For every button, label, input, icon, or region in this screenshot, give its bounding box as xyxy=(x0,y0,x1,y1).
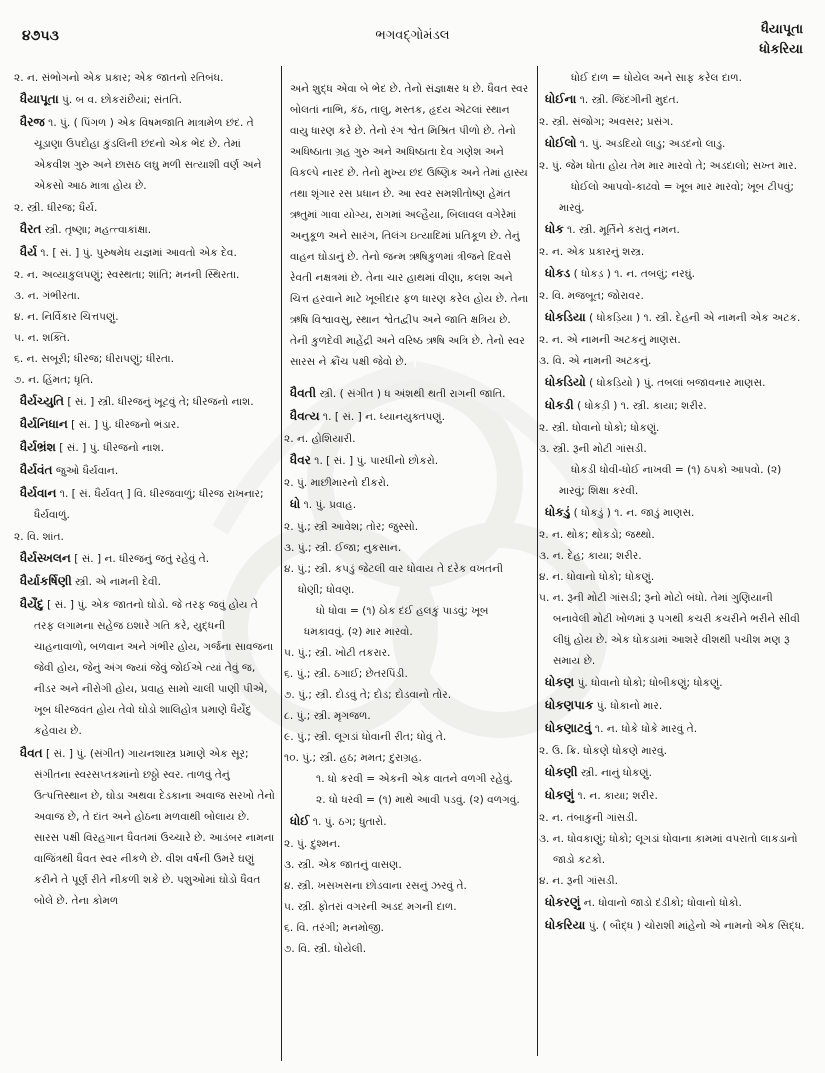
definition: ( ધોકડ઼િયા ) ૧. સ્ત્રી. દેહની એ નામની એક અટક. xyxy=(585,312,801,324)
definition: ૧. પું. પ્રવાહ. xyxy=(300,499,357,512)
definition: પું. ધોવાનો ધોકો; ધોબીકણું; ધોકણું. xyxy=(574,677,723,689)
headword: ધો xyxy=(290,497,301,512)
headword: ધોકરણું xyxy=(545,895,581,909)
sub-sense: ૨. ન. થોક; થોકડો; જથ્થો. xyxy=(539,529,655,541)
sub-sense: ૨. ન. અવ્યાકુલપણું; સ્વસ્થતા; શાંતિ; મનની સ્થિરતા. xyxy=(14,269,240,281)
definition: ૧. [ સં. ] પું. પુરુષમેધ યજ્ઞમાં આવતો એક દેવ. xyxy=(37,247,237,259)
dictionary-entry xyxy=(20,548,276,570)
headword: ધોઈ xyxy=(290,814,310,829)
dictionary-entry xyxy=(20,219,276,241)
dictionary-entry xyxy=(545,395,808,417)
sub-sense: ૬. ન. સબૂરી; ધીરજ; ધીરાપણું; ધીરતા. xyxy=(14,353,175,365)
sub-sense: ૩. પું.; સ્ત્રી. ઈજા; નુકસાન. xyxy=(284,542,402,555)
headword: ધોઈલો xyxy=(545,136,577,150)
dictionary-entry xyxy=(20,112,276,197)
sub-sense: ૪. ન. નિર્વિકાર ચિત્તપણું. xyxy=(14,311,119,323)
definition: ( ધોકડ઼ું ) ૧. ન. જાડું માણસ. xyxy=(570,507,695,519)
dictionary-entry xyxy=(545,263,808,285)
dictionary-entry xyxy=(545,785,808,807)
headword: ધોકણાટવું xyxy=(545,721,592,735)
sub-sense: ૩. ન. ધોવકાણું; ધોકો; લૂગડાં ધોવાના કામમાં વપરાતો લાકડાનો જાડો કટકો. xyxy=(539,833,798,866)
dictionary-entry xyxy=(20,242,276,264)
definition: [ સં. ] ન. ધીરજનું જતું રહેવું તે. xyxy=(70,553,210,565)
idiom-phrase: ૧. ધો કરવી = એકની એક વાતને વળગી રહેવું. xyxy=(316,773,513,786)
dictionary-column-3 xyxy=(539,68,808,938)
continued-definition: અને શુદ્ધ એવા બે ભેદ છે. તેનો સંજ્ઞાક્ષર ધ છે. ધૈવત સ્વર બોલતાં નાભિ, કંઠ, તાલુ, મસ્તક, હૃદય એટલાં સ્થાન વાયુ ધારણ કરે છે. તેનો રંગ શ્વેત મિશ્રિત પીળો છે. તેનો અધિષ્ઠાતા ગ્રહ ગુરુ અને અધિષ્ઠાતા દેવ ગણેશ અને વિકલ્પે નારદ છે. તેનો મુખ્ય છંદ ઉષ્ણિક અને તેમાં હાસ્ય તથા શૃંગાર રસ પ્રધાન છે. આ સ્વર સમશીતોષ્ણ હેમંત ઋતુમાં ગાવા યોગ્ય, રાગમાં અલ્હૈયા, બિલાવલ વગેરેમાં અનુકૂળ અને સારંગ, તિલંગ ઇત્યાદિમાં પ્રતિકૂળ છે. તેનું વાહન ઘોડાનું છે. તેનો જન્મ ઋષિકુળમાં ત્રીજને દિવસે રેવતી નક્ષત્રમાં છે. તેના ચાર હાથમાં વીણા, કલશ અને ચિત્ત હરવાને માટે ખૂબીદાર ફળ ધારણ કરેલ હોય છે. તેના ઋષિ વિશ્વાવસુ, સ્થાન શ્વેતદ્વીપ અને જાતિ ક્ષત્રિય છે. તેની કુળદેવી માહેંદ્રી અને વરિષ્ઠ ઋષિ અત્રિ છે. તેનો સ્વર સારસ ને ક્રૌંચ પક્ષી જેવો છે. xyxy=(290,82,529,368)
sub-sense: ૫. ન. રૂની મોટી ગાંસડી; રૂનો મોટો બંધો. તેમાં ગુણિયાની બનાવેલી મોટી ખોળમાં રૂ પગથી કચરી કચરીને ભરીને સીવી લીધું હોય છે. એક ધોકડામાં આશરે વીશથી પચીશ મણ રૂ સમાય છે. xyxy=(539,592,800,667)
dictionary-entry xyxy=(545,372,808,394)
headword: ધોકડિયા xyxy=(545,310,586,324)
idiom-phrase: ધોઈ દાળ = ધોયેલ અને સાફ કરેલ દાળ. xyxy=(571,72,743,84)
headword: ધોઈના xyxy=(545,92,577,106)
guide-word-last: ધોકરિયા xyxy=(759,42,803,57)
sub-sense: ૮. પું.; સ્ત્રી. મૃગજળ. xyxy=(284,710,371,723)
sub-sense: ૩. ન. દેહ; કાયા; શરીર. xyxy=(539,550,642,562)
headword: ધૈયાપૂતા xyxy=(20,92,59,106)
guide-words xyxy=(759,20,803,60)
idiom-phrase: ધોકડી ધોવી-ધોઈ નાખવી = (૧) ઠપકો આપવો. (૨) મારવું; શિક્ષા કરવી. xyxy=(559,464,782,497)
definition: ૧. પું. ( પિંગળ ) એક વિષમજાતિ માત્રામેળ છંદ. તે ચૂડાણા ઉપદોહા કુંડલિની છંદનો એક ભેદ છે. તેમાં એકવીશ ગુરુ અને છાસઠ લઘુ મળી સત્યાશી વર્ણ અને એકસો આઠ માત્રા હોય છે. xyxy=(34,117,262,192)
definition: ૧. સ્ત્રી. મૂર્તિને કરાતું નમન. xyxy=(563,224,680,236)
dictionary-entry xyxy=(545,718,808,740)
headword: ધૈર્યેંદુ xyxy=(20,597,44,611)
idiom-phrase: ધોઈલો આપવો-કાઢવો = ખૂબ માર મારવો; ખૂબ ટીપવું; મારવું. xyxy=(559,181,794,214)
definition: [ સં. ] પું. (સંગીત) ગાયનશાસ્ત્ર પ્રમાણે એક સૂર; સંગીતના સ્વરસપ્તકમાંનો છઠ્ઠો સ્વર. તાળવું તેનું ઉત્પત્તિસ્થાન છે, ઘોડા અથવા દેડકાના અવાજ સરખો તેનો અવાજ છે, તે દાંત અને હોઠના મળવાથી બોલાય છે. સારસ પક્ષી વિરહગાન ધૈવતમાં ઉચ્ચારે છે. આડંબર નામના વાજિંત્રથી ધૈવત સ્વર નીકળે છે. વીશ વર્ષની ઉમરે ઘણું કરીને તે પૂર્ણ રીતે નીકળી શકે છે. પશુઓમાં ઘોડો ધૈવત બોલે છે. તેના કોમળ xyxy=(34,748,275,907)
definition: [ સં. ] પું. એક જાતનો ઘોડો. જે તરફ જવું હોય તે તરફ લગામના સહેજ ઇશારે ગતિ કરે, યુદ્ધની ચાહનાવાળો, બળવાન અને ગંભીર હોય, ગર્જના સાવજના જેવી હોય, જેનું અંગ જ્યાં જેવું જોઈએ ત્યાં તેવું જ, નીડર અને નીરોગી હોય, પ્રવાહ સામો ચાલી પાણી પીએ, ખૂબ ધીરજવંત હોય તેવો ઘોડો શાલિહોત્ર પ્રમાણે ધૈર્યેંદુ કહેવાય છે. xyxy=(34,599,274,737)
headword: ધોકડું xyxy=(545,505,571,519)
sub-sense: ૭. પું.; સ્ત્રી. દોડવું તે; દોડ; દોડવાનો તોર. xyxy=(284,689,452,702)
sub-sense: ૫. પું.; સ્ત્રી. ખોટી તકરાર. xyxy=(284,647,391,660)
sub-sense: ૬. પું.; સ્ત્રી. ઠગાઈ; છેતરપિંડી. xyxy=(284,668,408,681)
definition: પું. બ વ. છોકરાંછૈયાં; સંતતિ. xyxy=(58,94,183,106)
dictionary-column-1 xyxy=(14,68,276,913)
idiom-phrase: ૨. ધો ધરવી = (૧) માથે આવી પડવું. (૨) વળગવું. xyxy=(316,794,520,807)
headword: ધૈરત xyxy=(20,222,42,236)
dictionary-entry xyxy=(20,89,276,111)
sub-sense: ૨. સ્ત્રી. ધોવાનો ધોકો; ધોકણું. xyxy=(539,422,660,434)
headword: ધૈર્યભ્રંશ xyxy=(20,440,56,454)
sub-sense: ૪. સ્ત્રી. ખસખસના છોડવાના રસનું ઝરવું તે. xyxy=(284,880,467,893)
dictionary-entry xyxy=(20,391,276,413)
sub-sense: ૩. ન. ગંભીરતા. xyxy=(14,290,81,302)
definition: ( ધોકડ઼િયો ) પું. તબલાં બજાવનાર માણસ. xyxy=(585,377,766,389)
dictionary-entry xyxy=(290,383,530,405)
headword: ધૈવત xyxy=(20,746,43,760)
sub-sense: ૬. વિ. તરંગી; મનમોજી. xyxy=(284,922,385,935)
sub-sense: ૫. ન. શક્તિ. xyxy=(14,332,70,344)
headword: ધૈર્યચ્યુતિ xyxy=(20,394,64,408)
headword: ધોકણપાક xyxy=(545,698,594,712)
definition: ૧. ન. કાયા; શરીર. xyxy=(574,790,658,802)
definition: સ્ત્રી. નાનું ધોકણું. xyxy=(577,767,652,779)
column-divider xyxy=(537,66,538,1056)
definition: જુઓ ધૈર્યવાન. xyxy=(52,465,119,477)
dictionary-entry xyxy=(545,502,808,524)
sub-sense: ૪. ન. રૂની ગાંસડી. xyxy=(539,875,618,887)
sub-sense: ૫. સ્ત્રી. ફોતરાં વગરની અડદ મગની દાળ. xyxy=(284,901,457,914)
dictionary-entry xyxy=(545,672,808,694)
idiom-phrase: ધો ધોવા = (૧) ઠોક દઈ હલકું પાડવું; ખૂબ ધમકાવવું. (૨) માર મારવો. xyxy=(304,605,489,639)
headword: ધોકરિયા xyxy=(545,918,586,932)
column-divider xyxy=(281,66,282,1061)
dictionary-entry xyxy=(20,743,276,912)
dictionary-entry xyxy=(20,437,276,459)
definition: પું. ( બૌદ્ધ ) ચોરાશી માંહેનો એ નામનો એક સિદ્ધ. xyxy=(585,920,805,932)
sub-sense: ૩. સ્ત્રી. એક જાતનું વાસણ. xyxy=(284,859,402,872)
definition: સ્ત્રી. એ નામની દેવી. xyxy=(71,576,162,588)
sub-sense: ૨. સ્ત્રી. સંજોગ; અવસર; પ્રસંગ. xyxy=(539,116,674,128)
sub-sense: ૨. વિ. મજબૂત; જોરાવર. xyxy=(539,290,644,302)
dictionary-entry xyxy=(20,414,276,436)
sub-sense: ૩. સ્ત્રી. રૂની મોટી ગાંસડી. xyxy=(539,443,647,455)
headword: ધૈર્યસ્ખલન xyxy=(20,551,71,565)
definition: [ સં. ] પું. ધીરજનો ભંડાર. xyxy=(67,419,180,431)
dictionary-column-2 xyxy=(284,68,530,960)
headword: ધૈવર xyxy=(290,453,311,468)
headword: ધોકડી xyxy=(545,398,574,412)
dictionary-entry xyxy=(290,406,530,428)
definition: [ સં. ] પું. ધીરજનો નાશ. xyxy=(55,442,165,454)
dictionary-entry xyxy=(545,915,808,937)
running-title: ભગવદ્ગોમંડલ xyxy=(375,28,450,43)
definition: ૧. ન. ધોકે ધોકે મારવું તે. xyxy=(591,723,698,735)
dictionary-entry xyxy=(545,133,808,155)
dictionary-entry xyxy=(545,89,808,111)
sub-sense: ૨. પું. માછીમારનો દીકરો. xyxy=(284,477,390,490)
headword: ધૈવતી xyxy=(290,386,317,401)
dictionary-entry xyxy=(20,571,276,593)
sub-sense: ૨. સ્ત્રી. ધીરજ; ધૈર્ય. xyxy=(14,202,98,214)
dictionary-entry xyxy=(545,892,808,914)
headword: ધૈર્યવંત xyxy=(20,463,53,477)
sub-sense: ૨. ન. તંબાકુની ગાંસડી. xyxy=(539,812,638,824)
definition: ( ધોકડ઼ી ) ૧. સ્ત્રી. કાયા; શરીર. xyxy=(573,400,707,412)
dictionary-entry xyxy=(20,460,276,482)
definition: ૧. [ સં. ધૈર્યવત્ ] વિ. ધીરજવાળું; ધીરજ રાખનાર; ધૈર્યવાળું. xyxy=(34,488,264,521)
page-header xyxy=(0,0,825,62)
headword: ધોક xyxy=(545,222,564,236)
headword: ધોકણું xyxy=(545,788,575,802)
guide-word-first: ધૈયાપૂતા xyxy=(761,22,803,37)
dictionary-entry xyxy=(545,307,808,329)
headword: ધોકણી xyxy=(545,765,578,779)
sub-sense: ૨. ન. એ નામની અટકનું માણસ. xyxy=(539,334,681,346)
headword: ધૈર્યવાન xyxy=(20,486,57,500)
headword: ધોકડ xyxy=(545,266,571,280)
definition: ૧. [ સં. ] ન. ધ્યાનયુક્તપણું. xyxy=(319,411,445,424)
headword: ધૈરજ xyxy=(20,115,45,129)
headword: ધૈવત્ય xyxy=(290,409,320,424)
sub-sense: ૧૦. પું.; સ્ત્રી. હઠ; મમત; દુરાગ્રહ. xyxy=(284,752,422,765)
definition: સ્ત્રી. તૃષ્ણા; મહત્ત્વાકાંક્ષા. xyxy=(41,224,152,236)
sub-sense: ૨. ન. સંભોગનો એક પ્રકાર; એક જાતનો રતિબંધ. xyxy=(14,72,224,84)
page-number: ૪૭૫૩ xyxy=(22,28,59,44)
definition: ન. ધોવાનો જાડો દંડીકો; ધોવાનો ધોકો. xyxy=(580,897,742,909)
sub-sense: ૪. પું.; સ્ત્રી. કપડું જેટલી વાર ધોવાય તે દરેક વખતની ધોણી; ધોવણ. xyxy=(284,563,503,597)
sub-sense: ૨. વિ. શાંત. xyxy=(14,531,64,543)
dictionary-entry xyxy=(20,483,276,526)
definition: ૧. સ્ત્રી. જિંદગીની મુદત. xyxy=(576,94,680,106)
definition: ( ધોકડ઼ ) ૧. ન. તબલું; નરઘું. xyxy=(570,268,695,280)
headword: ધૈર્ય xyxy=(20,245,38,259)
dictionary-entry xyxy=(20,594,276,742)
definition: પું. ધોકાનો માર. xyxy=(593,700,663,712)
sub-sense: ૩. વિ. એ નામની અટકનું. xyxy=(539,355,652,367)
definition: [ સં. ] સ્ત્રી. ધીરજનું ખૂટવું તે; ધીરજનો નાશ. xyxy=(63,396,254,408)
headword: ધોકણ xyxy=(545,675,575,689)
sub-sense: ૨. ન. એક પ્રકારનું શસ્ત્ર. xyxy=(539,246,645,258)
definition: ૧. પું. ઠગ; ધુતારો. xyxy=(309,816,387,829)
sub-sense: ૨. પું. જેમ ધોતા હોય તેમ માર મારવો તે; અડદાલો; સખ્ત માર. xyxy=(539,160,797,172)
headword: ધૈર્યાકર્ષિણી xyxy=(20,574,72,588)
sub-sense: ૯. પું.; સ્ત્રી. લૂગડાં ધોવાની રીત; ધોવું તે. xyxy=(284,731,447,744)
definition: ૧. પું. અડદિયો લાડુ; અડદનો લાડુ. xyxy=(576,138,726,150)
definition: સ્ત્રી. ( સંગીત ) ધ અંશથી થતી રાગની જાતિ. xyxy=(316,388,506,401)
sub-sense: ૨. પું.; સ્ત્રી આવેશ; તોર; જુસ્સો. xyxy=(284,521,419,534)
dictionary-entry xyxy=(545,219,808,241)
dictionary-entry xyxy=(545,762,808,784)
dictionary-entry xyxy=(290,811,530,833)
dictionary-entry xyxy=(545,695,808,717)
sub-sense: ૭. વિ. સ્ત્રી. ધોયેલી. xyxy=(284,943,367,956)
sub-sense: ૨. પું. દુશ્મન. xyxy=(284,838,341,851)
sub-sense: ૨. ન. હોશિયારી. xyxy=(284,433,356,446)
sub-sense: ૪. ન. ધોવાનો ધોકો; ધોકણું. xyxy=(539,571,655,583)
dictionary-entry xyxy=(290,450,530,472)
headword: ધૈર્યનિધાન xyxy=(20,417,68,431)
dictionary-entry xyxy=(290,494,530,516)
definition: ૧. [ સં. ] પું. પારધીનો છોકરો. xyxy=(310,455,439,468)
sub-sense: ૨. ઉ. ક્રિ. ધોકણે ધોકણે મારવું. xyxy=(539,745,668,757)
headword: ધોકડિયો xyxy=(545,375,586,389)
sub-sense: ૭. ન. હિંમત; ધૃતિ. xyxy=(14,374,94,386)
